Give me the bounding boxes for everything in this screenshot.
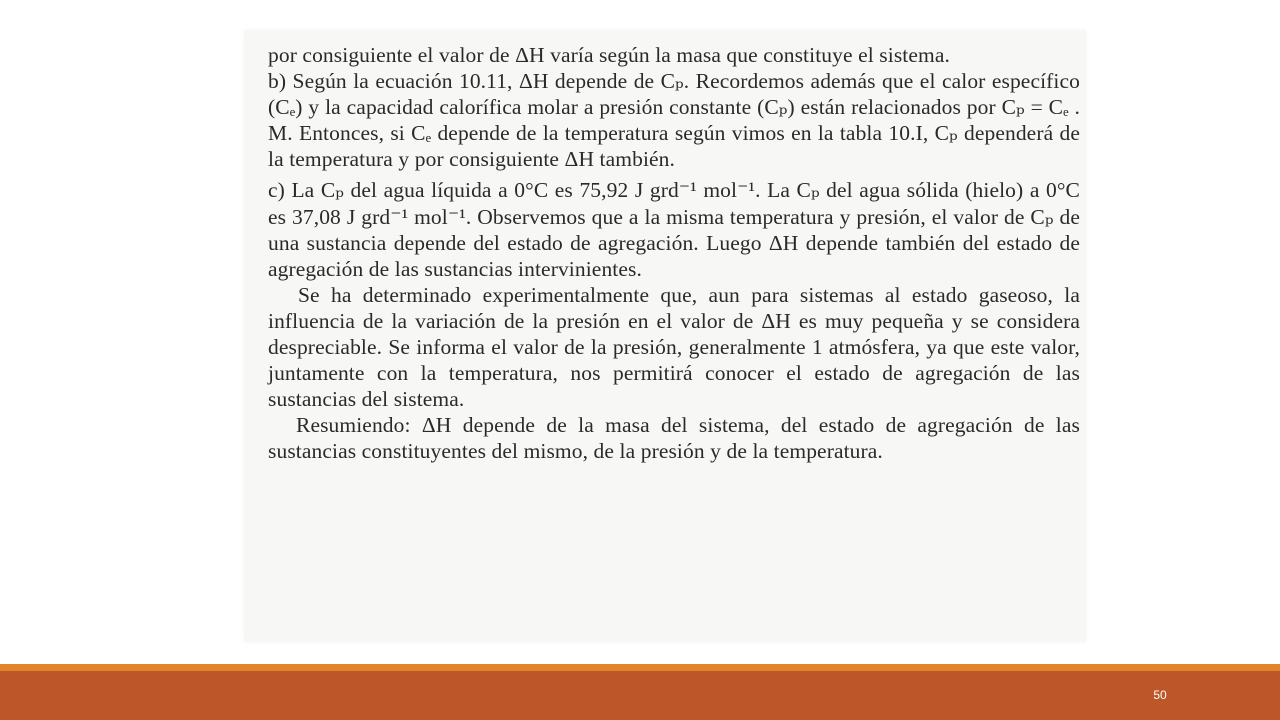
footer-accent-stripe (0, 664, 1280, 671)
document-body (268, 42, 1080, 465)
footer-bar (0, 671, 1280, 720)
paragraph-intro: por consiguiente el valor de ΔH varía según la masa que constituye el sistema. (268, 43, 950, 67)
paragraph-c: c) La Cₚ del agua líquida a 0°C es 75,92 J grd⁻¹ mol⁻¹. La Cₚ del agua sólida (hielo) a 0°C es 37,08 J grd⁻¹ mol⁻¹. Observemos que a la misma temperatura y presión, el valor de Cₚ de una sustancia depende del estado de agregación. Luego ΔH depende también del estado de agregación de las sustancias intervinientes. (268, 178, 1080, 281)
paragraph-b: b) Según la ecuación 10.11, ΔH depende de Cₚ. Recordemos además que el calor específico (Cₑ) y la capacidad calorífica molar a presión constante (Cₚ) están relacionados por Cₚ = Cₑ . M. Entonces, si Cₑ depende de la temperatura según vimos en la tabla 10.I, Cₚ dependerá de la temperatura y por consiguiente ΔH también. (268, 69, 1080, 172)
slide-page-number: 50 (1153, 688, 1167, 702)
paragraph-pressure: Se ha determinado experimentalmente que, aun para sistemas al estado gaseoso, la influencia de la variación de la presión en el valor de ΔH es muy pequeña y se considera despreciable. Se informa el valor de la presión, generalmente 1 atmósfera, ya que este valor, juntamente con la temperatura, nos permitirá conocer el estado de agregación de las sustancias del sistema. (268, 282, 1080, 412)
paragraph-summary: Resumiendo: ΔH depende de la masa del sistema, del estado de agregación de las sustancias constituyentes del mismo, de la presión y de la temperatura. (268, 413, 1080, 464)
